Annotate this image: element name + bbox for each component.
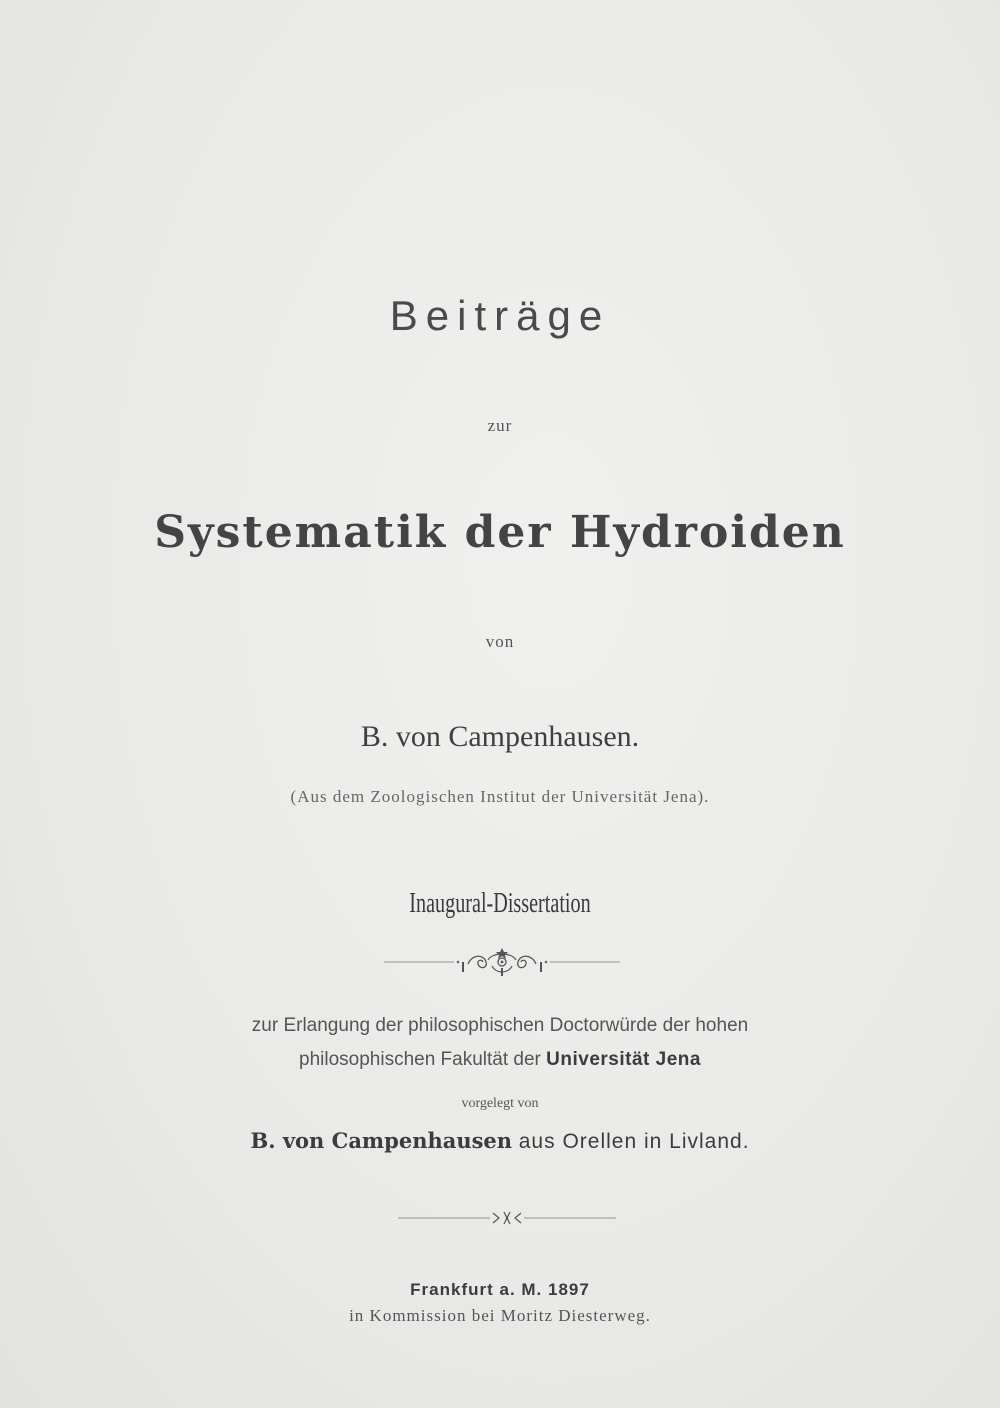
university-name: Universität Jena — [546, 1049, 701, 1070]
institute-line: (Aus dem Zoologischen Institut der Universität Jena). — [290, 787, 710, 806]
author-origin-line — [0, 1128, 1000, 1154]
scroll-ornament-icon — [384, 946, 620, 982]
dissertation-heading: Inaugural-Dissertation — [409, 888, 591, 919]
title-line-systematik: Systematik der Hydroiden — [154, 507, 846, 558]
author-origin: aus Orellen in Livland. — [518, 1130, 750, 1153]
connector-von: von — [485, 632, 515, 651]
purpose-line-2-prefix: philosophischen Fakultät der — [299, 1049, 541, 1070]
connector-zur: zur — [487, 416, 513, 435]
author-name: B. von Campenhausen. — [360, 720, 640, 753]
publisher-line: in Kommission bei Moritz Diesterweg. — [349, 1306, 651, 1325]
place-and-year: Frankfurt a. M. 1897 — [410, 1280, 590, 1299]
title-line-beitraege: Beiträge — [389, 292, 611, 339]
purpose-line-2 — [0, 1049, 1000, 1071]
presented-by: vorgelegt von — [461, 1096, 539, 1111]
author-full-name: B. von Campenhausen — [250, 1128, 513, 1153]
small-divider-ornament-icon — [398, 1207, 616, 1229]
purpose-line-1: zur Erlangung der philosophischen Doctorwürde der hohen — [251, 1015, 749, 1036]
